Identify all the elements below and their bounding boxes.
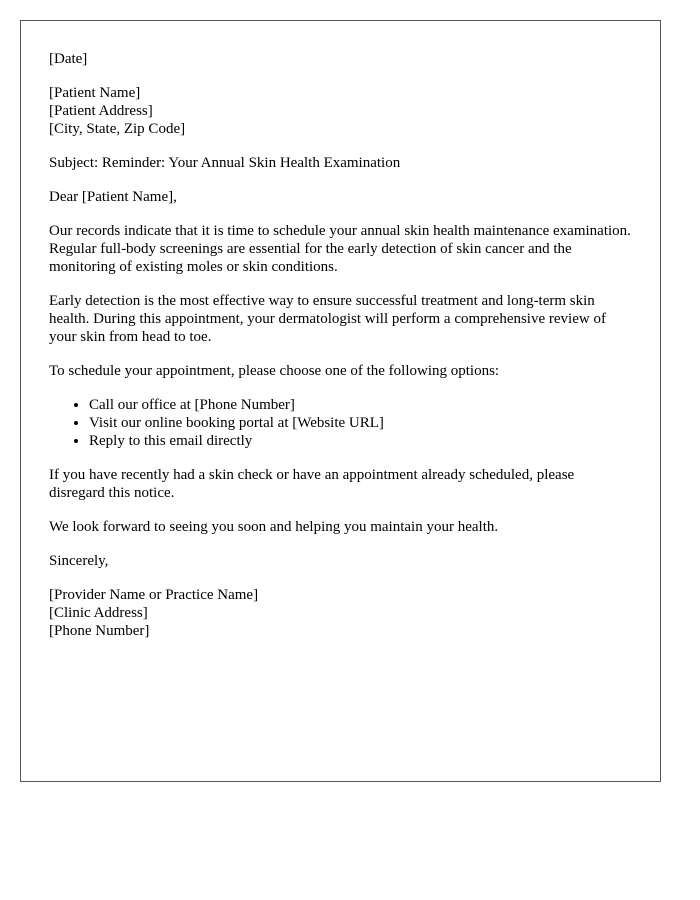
- sender-block: [49, 586, 632, 640]
- list-item: • Reply to this email directly: [89, 432, 632, 450]
- recipient-block: [49, 84, 632, 138]
- recipient-city: [City, State, Zip Code]: [49, 121, 186, 137]
- recipient-address: [Patient Address]: [49, 103, 153, 119]
- body-paragraph: To schedule your appointment, please choose one of the following options:: [49, 363, 500, 379]
- date: [Date]: [49, 51, 88, 67]
- letter: [20, 20, 661, 782]
- salutation: Dear [Patient Name],: [49, 189, 177, 205]
- sender-phone: [Phone Number]: [49, 623, 150, 639]
- body-paragraph: Our records indicate that it is time to schedule your annual skin health maintenance examination. Regular full-body screenings are essential for the early detection of skin cancer and the monitoring of existing moles or skin conditions.: [49, 223, 631, 275]
- body-paragraph: Early detection is the most effective way to ensure successful treatment and long-term skin health. During this appointment, your dermatologist will perform a comprehensive review of your skin from head to toe.: [49, 293, 606, 345]
- body-paragraph: If you have recently had a skin check or have an appointment already scheduled, please disregard this notice.: [49, 467, 575, 501]
- recipient-name: [Patient Name]: [49, 85, 141, 101]
- signoff: Sincerely,: [49, 553, 109, 569]
- options-list: [49, 396, 632, 450]
- sender-name: [Provider Name or Practice Name]: [49, 587, 259, 603]
- sender-address: [Clinic Address]: [49, 605, 148, 621]
- body-paragraph: We look forward to seeing you soon and helping you maintain your health.: [49, 519, 499, 535]
- list-item: • Visit our online booking portal at [Website URL]: [89, 414, 632, 432]
- subject: Subject: Reminder: Your Annual Skin Health Examination: [49, 155, 401, 171]
- list-item: • Call our office at [Phone Number]: [89, 396, 632, 414]
